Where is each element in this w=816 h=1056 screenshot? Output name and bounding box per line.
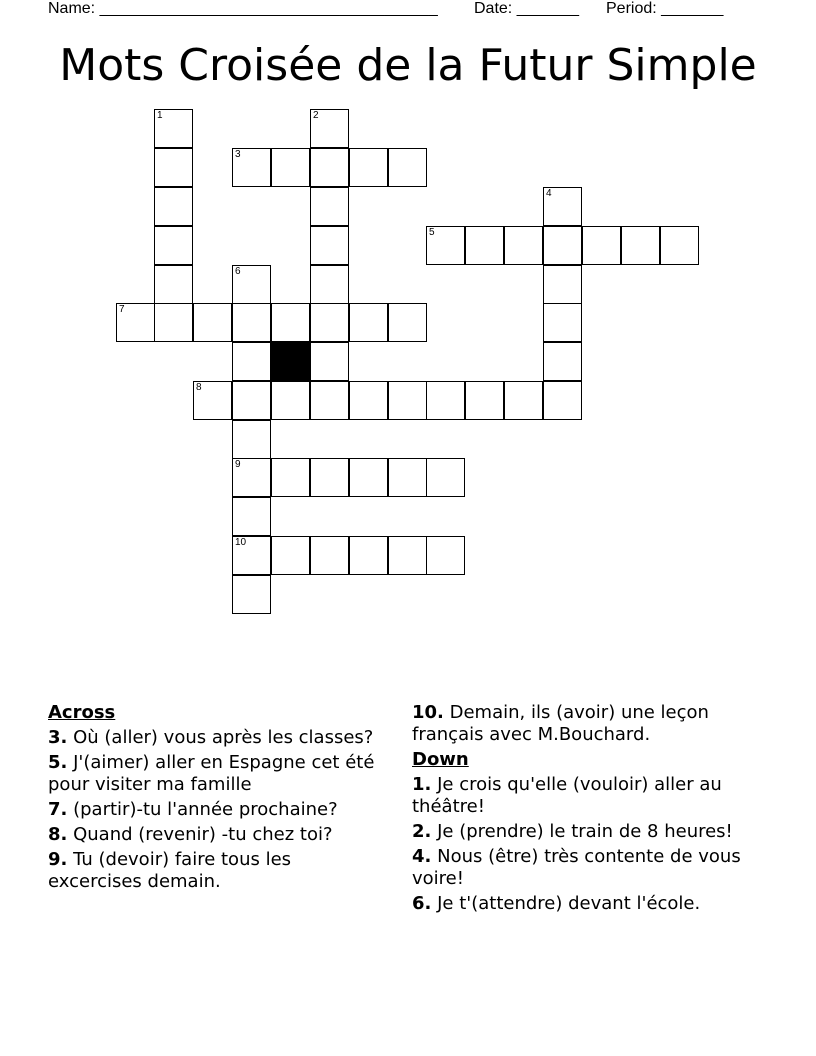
clue-number: 6 bbox=[235, 266, 241, 277]
crossword-cell[interactable] bbox=[426, 536, 465, 575]
crossword-cell[interactable] bbox=[310, 536, 349, 575]
crossword-cell[interactable] bbox=[465, 381, 504, 420]
clue-across-9: 9. Tu (devoir) faire tous les excercises demain. bbox=[48, 849, 292, 892]
across-clues bbox=[48, 702, 388, 896]
crossword-cell[interactable] bbox=[271, 303, 310, 342]
across-heading: Across bbox=[48, 702, 116, 723]
crossword-cell[interactable] bbox=[154, 303, 193, 342]
crossword-cell-9[interactable] bbox=[232, 458, 271, 497]
crossword-cell[interactable] bbox=[388, 458, 427, 497]
black-cell bbox=[271, 342, 310, 381]
crossword-cell[interactable] bbox=[543, 226, 582, 265]
clue-number: 4 bbox=[546, 188, 552, 199]
clue-across-5: 5. J'(aimer) aller en Espagne cet été pour visiter ma famille bbox=[48, 752, 375, 795]
crossword-cell[interactable] bbox=[426, 458, 465, 497]
clue-number: 3 bbox=[235, 149, 241, 160]
crossword-cell[interactable] bbox=[310, 265, 349, 304]
crossword-cell[interactable] bbox=[310, 187, 349, 226]
crossword-cell-3[interactable] bbox=[232, 148, 271, 187]
crossword-cell[interactable] bbox=[310, 148, 349, 187]
crossword-cell[interactable] bbox=[154, 226, 193, 265]
crossword-cell[interactable] bbox=[388, 148, 427, 187]
crossword-cell-10[interactable] bbox=[232, 536, 271, 575]
crossword-cell-5[interactable] bbox=[426, 226, 465, 265]
crossword-cell[interactable] bbox=[310, 303, 349, 342]
crossword-cell[interactable] bbox=[232, 381, 271, 420]
clue-number: 7 bbox=[119, 304, 125, 315]
clue-number: 8 bbox=[196, 382, 202, 393]
clue-down-6: 6. Je t'(attendre) devant l'école. bbox=[412, 893, 701, 914]
clue-down-2: 2. Je (prendre) le train de 8 heures! bbox=[412, 821, 733, 842]
crossword-cell[interactable] bbox=[543, 342, 582, 381]
crossword-cell-1[interactable] bbox=[154, 109, 193, 148]
clue-across-7: 7. (partir)-tu l'année prochaine? bbox=[48, 799, 338, 820]
crossword-cell[interactable] bbox=[504, 381, 543, 420]
crossword-cell-7[interactable] bbox=[116, 303, 155, 342]
crossword-cell[interactable] bbox=[271, 381, 310, 420]
crossword-cell[interactable] bbox=[271, 458, 310, 497]
clue-down-1: 1. Je crois qu'elle (vouloir) aller au théâtre! bbox=[412, 774, 722, 817]
crossword-cell[interactable] bbox=[388, 303, 427, 342]
date-field-label: Date: _______ bbox=[474, 0, 579, 17]
crossword-cell[interactable] bbox=[232, 342, 271, 381]
crossword-cell[interactable] bbox=[154, 187, 193, 226]
clue-across-3: 3. Où (aller) vous après les classes? bbox=[48, 727, 374, 748]
crossword-cell[interactable] bbox=[193, 303, 232, 342]
crossword-cell[interactable] bbox=[310, 381, 349, 420]
clue-number: 9 bbox=[235, 459, 241, 470]
clue-across-10: 10. Demain, ils (avoir) une leçon français avec M.Bouchard. bbox=[412, 702, 709, 745]
page-title: Mots Croisée de la Futur Simple bbox=[59, 40, 757, 91]
crossword-cell[interactable] bbox=[543, 381, 582, 420]
crossword-cell[interactable] bbox=[154, 265, 193, 304]
crossword-cell[interactable] bbox=[388, 381, 427, 420]
crossword-cell[interactable] bbox=[310, 226, 349, 265]
clue-number: 2 bbox=[313, 110, 319, 121]
down-heading: Down bbox=[412, 749, 469, 770]
name-field-label: Name: ______________________________________ bbox=[48, 0, 438, 17]
crossword-cell[interactable] bbox=[621, 226, 660, 265]
clue-across-8: 8. Quand (revenir) -tu chez toi? bbox=[48, 824, 333, 845]
crossword-cell[interactable] bbox=[582, 226, 621, 265]
crossword-cell[interactable] bbox=[426, 381, 465, 420]
crossword-cell[interactable] bbox=[154, 148, 193, 187]
crossword-cell[interactable] bbox=[232, 420, 271, 459]
crossword-cell[interactable] bbox=[310, 458, 349, 497]
clue-number: 10 bbox=[235, 537, 247, 548]
crossword-cell-4[interactable] bbox=[543, 187, 582, 226]
crossword-cell[interactable] bbox=[232, 303, 271, 342]
crossword-cell[interactable] bbox=[465, 226, 504, 265]
crossword-cell[interactable] bbox=[388, 536, 427, 575]
clue-down-4: 4. Nous (être) très contente de vous voire! bbox=[412, 846, 741, 889]
crossword-cell[interactable] bbox=[310, 342, 349, 381]
crossword-cell[interactable] bbox=[543, 265, 582, 304]
crossword-cell[interactable] bbox=[271, 536, 310, 575]
crossword-cell[interactable] bbox=[349, 458, 388, 497]
clue-number: 5 bbox=[429, 227, 435, 238]
clues-column-right bbox=[412, 702, 762, 918]
crossword-cell[interactable] bbox=[232, 497, 271, 536]
clue-number: 1 bbox=[157, 110, 163, 121]
crossword-cell[interactable] bbox=[349, 303, 388, 342]
crossword-cell[interactable] bbox=[271, 148, 310, 187]
crossword-cell[interactable] bbox=[349, 381, 388, 420]
crossword-cell-8[interactable] bbox=[193, 381, 232, 420]
crossword-cell[interactable] bbox=[349, 536, 388, 575]
crossword-cell[interactable] bbox=[232, 575, 271, 614]
crossword-cell-6[interactable] bbox=[232, 265, 271, 304]
crossword-cell[interactable] bbox=[660, 226, 699, 265]
crossword-cell-2[interactable] bbox=[310, 109, 349, 148]
crossword-cell[interactable] bbox=[504, 226, 543, 265]
crossword-cell[interactable] bbox=[543, 303, 582, 342]
crossword-cell[interactable] bbox=[349, 148, 388, 187]
period-field-label: Period: _______ bbox=[606, 0, 724, 17]
